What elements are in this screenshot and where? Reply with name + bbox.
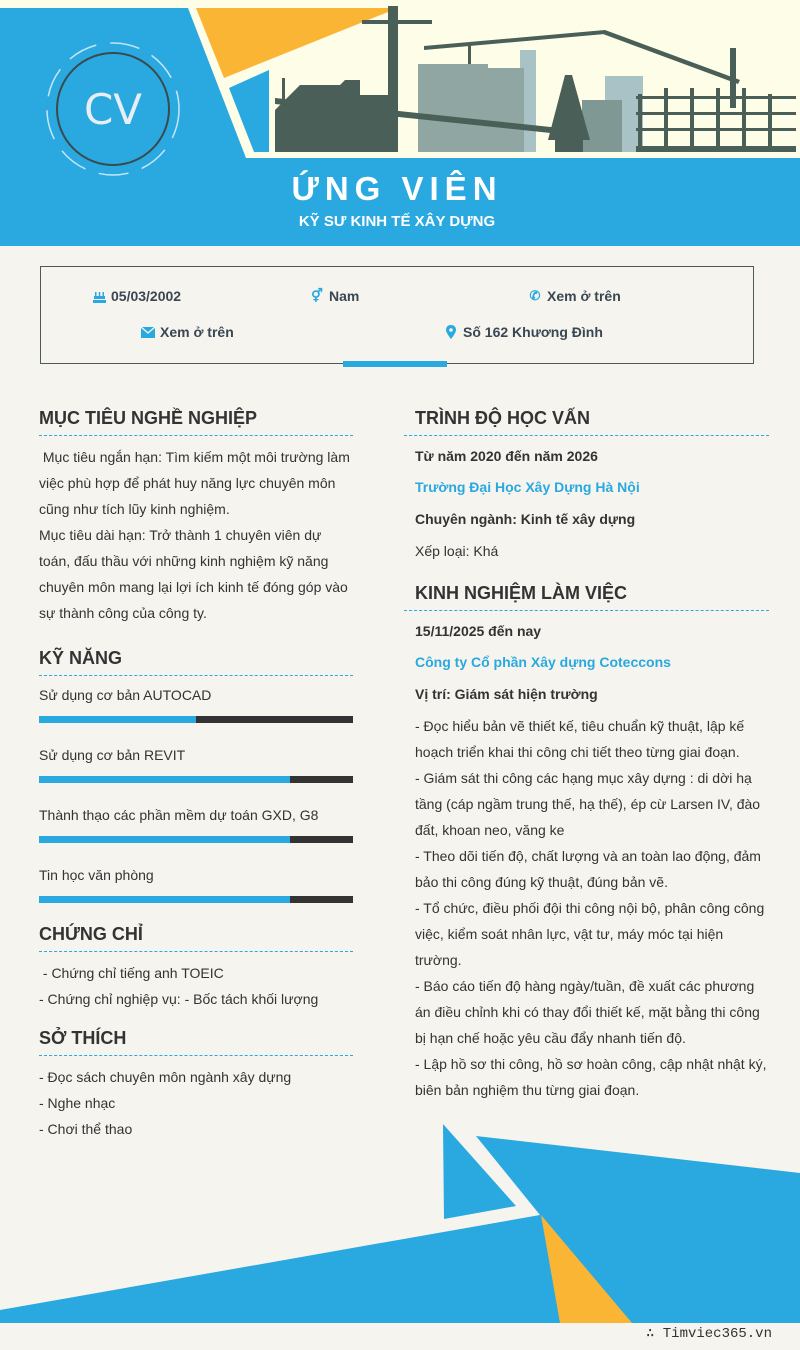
skill-bar-fill	[39, 716, 196, 723]
info-phone	[528, 288, 621, 304]
objective-title: MỤC TIÊU NGHỀ NGHIỆP	[39, 408, 353, 436]
skill-bar-fill	[39, 776, 290, 783]
gender-icon: ⚥	[311, 288, 323, 303]
skill-item	[39, 684, 353, 723]
footer-decoration	[0, 1100, 800, 1330]
phone-value: Xem ở trên	[547, 288, 621, 304]
experience-position: Vị trí: Giám sát hiện trường	[415, 686, 598, 702]
contact-info-box	[40, 266, 754, 364]
certificates-title: CHỨNG CHỈ	[39, 924, 353, 952]
certificate-item: - Chứng chỉ tiếng anh TOEIC	[39, 965, 224, 981]
education-section	[404, 408, 769, 564]
skill-item	[39, 864, 353, 903]
hobby-item: - Chơi thể thao	[39, 1121, 133, 1137]
experience-duty: - Theo dõi tiến độ, chất lượng và an toàn lao động, đảm bảo thi công đúng kỹ thuật, đúng bản vẽ.	[415, 848, 761, 890]
certificate-item: - Chứng chỉ nghiệp vụ: - Bốc tách khối lượng	[39, 991, 319, 1007]
job-title: KỸ SƯ KINH TẾ XÂY DỰNG	[298, 213, 496, 230]
info-birthday	[92, 288, 181, 304]
skill-item	[39, 744, 353, 783]
skill-label: Sử dụng cơ bản REVIT	[39, 747, 186, 763]
candidate-name: ỨNG VIÊN	[291, 170, 503, 207]
experience-duty: - Báo cáo tiến độ hàng ngày/tuần, đề xuất các phương án điều chỉnh khi có thay đổi thiết kế, mặt bằng thi công bị hạn chế hoặc yêu cầu đẩy nhanh tiến độ.	[415, 978, 760, 1046]
phone-icon: ✆	[529, 288, 541, 303]
experience-duty: - Tổ chức, điều phối đội thi công nội bộ, phân công công việc, kiểm soát nhân lực, vật tư, máy móc tại hiện trường.	[415, 900, 765, 968]
skill-label: Sử dụng cơ bản AUTOCAD	[39, 687, 212, 703]
birthday-value: 05/03/2002	[111, 288, 182, 304]
experience-company: Công ty Cổ phần Xây dựng Coteccons	[415, 654, 671, 670]
email-value: Xem ở trên	[160, 324, 234, 340]
objective-short-term: Mục tiêu ngắn hạn: Tìm kiếm một môi trường làm việc phù hợp để phát huy năng lực chuyên môn cũng như tích lũy kinh nghiệm.	[39, 449, 354, 517]
hobbies-title: SỞ THÍCH	[39, 1028, 353, 1056]
objective-long-term: Mục tiêu dài hạn: Trở thành 1 chuyên viên dự toán, đấu thầu với những kinh nghiệm kỹ năng chuyên môn mang lại lợi ích kinh tế đóng góp vào sự thành công của công ty.	[39, 527, 348, 621]
gender-value: Nam	[329, 288, 360, 304]
info-gender	[310, 288, 359, 304]
experience-duty: - Lập hồ sơ thi công, hồ sơ hoàn công, cập nhật nhật ký, biên bản nghiệm thu từng giai đoạn.	[415, 1056, 767, 1098]
skill-item	[39, 804, 353, 843]
experience-duty: - Đọc hiểu bản vẽ thiết kế, tiêu chuẩn kỹ thuật, lập kế hoạch triển khai thi công chi tiết theo từng giai đoạn.	[415, 718, 745, 760]
skills-section	[39, 648, 353, 903]
map-marker-icon	[444, 325, 458, 339]
cv-badge-text: CV	[83, 84, 143, 134]
education-school: Trường Đại Học Xây Dựng Hà Nội	[415, 479, 640, 495]
address-value: Số 162 Khương Đình	[463, 324, 603, 340]
skill-bar	[39, 776, 353, 783]
experience-duty: - Giám sát thi công các hạng mục xây dựng : di dời hạ tầng (cáp ngầm trung thế, hạ thế), ép cừ Larsen IV, đào đất, khoan neo, văng ke	[415, 770, 761, 838]
info-accent-bar	[343, 361, 447, 367]
left-column	[39, 408, 353, 1142]
hobby-item: - Nghe nhạc	[39, 1095, 116, 1111]
info-email	[141, 324, 234, 340]
education-title: TRÌNH ĐỘ HỌC VẤN	[404, 408, 769, 436]
education-period: Từ năm 2020 đến năm 2026	[415, 448, 598, 464]
construction-skyline-image	[275, 6, 796, 152]
cv-badge	[44, 40, 182, 178]
objective-section	[39, 408, 353, 626]
envelope-icon	[141, 327, 155, 338]
experience-section	[404, 583, 769, 1103]
skill-bar-fill	[39, 896, 290, 903]
experience-period: 15/11/2025 đến nay	[415, 623, 542, 639]
skill-label: Tin học văn phòng	[39, 867, 154, 883]
skills-title: KỸ NĂNG	[39, 648, 353, 676]
skill-label: Thành thạo các phần mềm dự toán GXD, G8	[39, 807, 319, 823]
hobby-item: - Đọc sách chuyên môn ngành xây dựng	[39, 1069, 292, 1085]
skill-bar-fill	[39, 836, 290, 843]
skill-bar	[39, 836, 353, 843]
certificates-section	[39, 924, 353, 1012]
education-grade: Xếp loại: Khá	[415, 543, 499, 559]
education-major: Chuyên ngành: Kinh tế xây dựng	[415, 511, 636, 527]
watermark: ∴ Timviec365.vn	[645, 1326, 772, 1342]
birthday-cake-icon	[92, 290, 106, 303]
right-column	[404, 408, 769, 1103]
skill-bar	[39, 716, 353, 723]
experience-title: KINH NGHIỆM LÀM VIỆC	[404, 583, 769, 611]
cv-header	[0, 0, 800, 246]
skill-bar	[39, 896, 353, 903]
info-address	[444, 324, 603, 340]
